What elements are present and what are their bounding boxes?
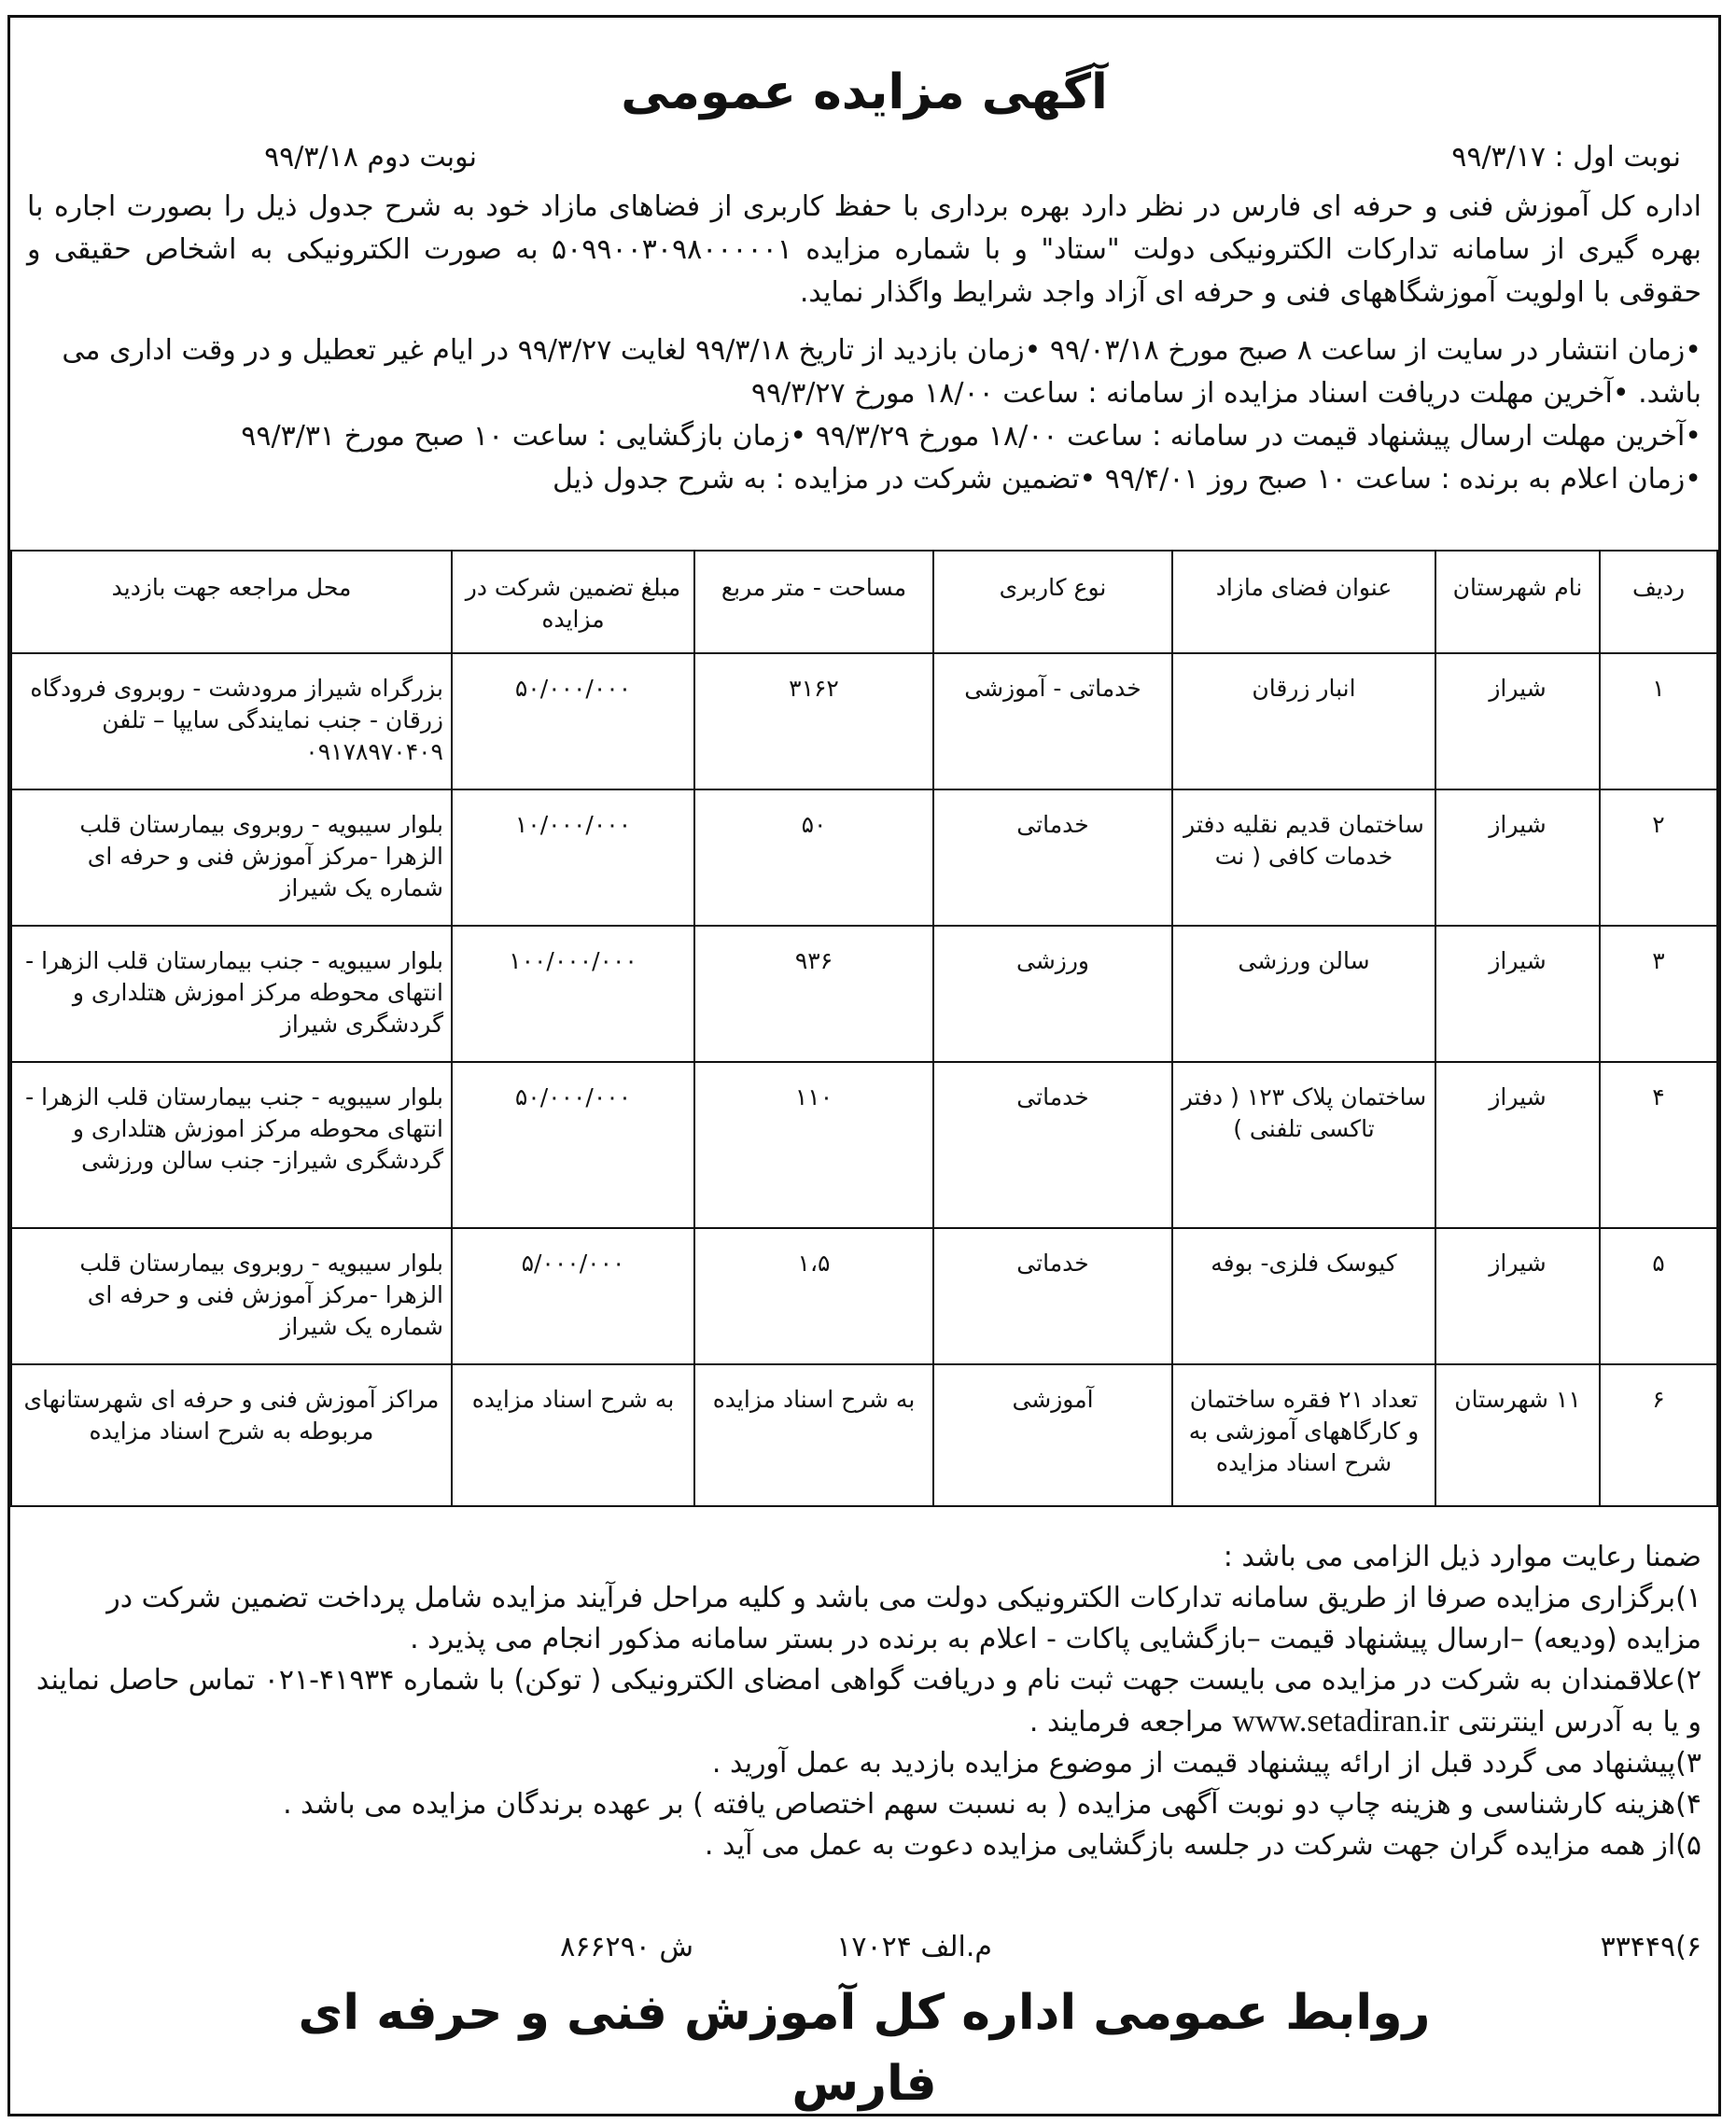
signature-block xyxy=(10,1977,1718,2119)
cell-onvan: ساختمان قدیم نقلیه دفتر خدمات کافی ( نت xyxy=(1172,789,1435,926)
cell-radif: ۴ xyxy=(1600,1062,1717,1228)
intro-text: اداره کل آموزش فنی و حرفه ای فارس در نظر دارد بهره برداری با حفظ کاربری از فضاهای مازاد خود به شرح جدول ذیل را بصورت اجاره با بهره گیری از سامانه تدارکات الکترونیکی دولت "ستاد" و با شماره مزایده ۵۰۹۹۰۰۳۰۹۸۰۰۰۰۰۱ به صورت الکترونیکی به اشخاص حقیقی و حقوقی با اولویت آموزشگاههای فنی و حرفه ای آزاد واجد شرایط واگذار نماید. xyxy=(27,190,1702,309)
table-row xyxy=(11,926,1717,1062)
rule-2 xyxy=(27,1660,1701,1743)
header-karbari: نوع کاربری xyxy=(933,551,1172,653)
cell-mahal: بلوار سیبویه - روبروی بیمارستان قلب الزهرا -مرکز آموزش فنی و حرفه ای شماره یک شیراز xyxy=(11,1228,452,1364)
cell-shahrestan: شیراز xyxy=(1435,1228,1600,1364)
cell-mahal: بزرگراه شیراز مرودشت - روبروی فرودگاه زرقان - جنب نمایندگی سایپا – تلفن ۰۹۱۷۸۹۷۰۴۰۹ xyxy=(11,653,452,789)
header-masahat: مساحت - متر مربع xyxy=(694,551,933,653)
table-header-row xyxy=(11,551,1717,653)
cell-karbari: خدماتی xyxy=(933,789,1172,926)
cell-tazmin: ۱۰/۰۰۰/۰۰۰ xyxy=(452,789,694,926)
rules-intro: ضمنا رعایت موارد ذیل الزامی می باشد : xyxy=(1223,1541,1701,1573)
setadiran-link[interactable]: www.setadiran.ir xyxy=(1232,1704,1449,1739)
header-tazmin: مبلغ تضمین شرکت در مزایده xyxy=(452,551,694,653)
cell-shahrestan: شیراز xyxy=(1435,926,1600,1062)
properties-table xyxy=(10,550,1718,1507)
schedule-bullets xyxy=(27,329,1701,501)
first-publication-date: نوبت اول : ۹۹/۳/۱۷ xyxy=(1451,141,1681,174)
bullet-line-3: •زمان اعلام به برنده : ساعت ۱۰ صبح روز ۹۹/۴/۰۱ •تضمین شرکت در مزایده : به شرح جدول ذیل xyxy=(552,463,1701,496)
cell-shahrestan: شیراز xyxy=(1435,789,1600,926)
rule-2-text: ۲)علاقمندان به شرکت در مزایده می بایست جهت ثبت نام و دریافت گواهی امضای الکترونیکی ( توکن) با شماره ۴۱۹۳۴-۰۲۱ تماس حاصل نمایند و یا به آدرس اینترنتی xyxy=(35,1664,1701,1739)
cell-karbari: خدماتی - آموزشی xyxy=(933,653,1172,789)
signature-line-2: فارس xyxy=(791,2056,937,2112)
table-row xyxy=(11,789,1717,926)
header-shahrestan: نام شهرستان xyxy=(1435,551,1600,653)
cell-radif: ۲ xyxy=(1600,789,1717,926)
notice-frame xyxy=(7,15,1721,2116)
cell-radif: ۶ xyxy=(1600,1364,1717,1506)
table-row xyxy=(11,1364,1717,1506)
cell-mahal: بلوار سیبویه - جنب بیمارستان قلب الزهرا - انتهای محوطه مرکز اموزش هتلداری و گردشگری شیراز- جنب سالن ورزشی xyxy=(11,1062,452,1228)
cell-tazmin: به شرح اسناد مزایده xyxy=(452,1364,694,1506)
intro-paragraph xyxy=(27,186,1701,314)
cell-tazmin: ۵۰/۰۰۰/۰۰۰ xyxy=(452,1062,694,1228)
cell-onvan: تعداد ۲۱ فقره ساختمان و کارگاههای آموزشی به شرح اسناد مزایده xyxy=(1172,1364,1435,1506)
cell-karbari: ورزشی xyxy=(933,926,1172,1062)
cell-karbari: خدماتی xyxy=(933,1062,1172,1228)
cell-masahat: ۹۳۶ xyxy=(694,926,933,1062)
cell-tazmin: ۵۰/۰۰۰/۰۰۰ xyxy=(452,653,694,789)
cell-onvan: کیوسک فلزی- بوفه xyxy=(1172,1228,1435,1364)
table-row xyxy=(11,653,1717,789)
table-row xyxy=(11,1062,1717,1228)
cell-tazmin: ۵/۰۰۰/۰۰۰ xyxy=(452,1228,694,1364)
cell-onvan: انبار زرقان xyxy=(1172,653,1435,789)
rule-2-text-end: مراجعه فرمایند . xyxy=(1029,1706,1224,1739)
second-publication-date: نوبت دوم ۹۹/۳/۱۸ xyxy=(264,141,477,174)
table-row xyxy=(11,1228,1717,1364)
rules-section xyxy=(27,1537,1701,1866)
cell-mahal: مراکز آموزش فنی و حرفه ای شهرستانهای مربوطه به شرح اسناد مزایده xyxy=(11,1364,452,1506)
rule-1: ۱)برگزاری مزایده صرفا از طریق سامانه تدارکات الکترونیکی دولت می باشد و کلیه مراحل فرآیند مزایده شامل پرداخت تضمین شرکت در مزایده (ودیعه) –ارسال پیشنهاد قیمت –بازگشایی پاکات - اعلام به برنده در بستر سامانه مذکور انجام می پذیرد . xyxy=(106,1582,1701,1655)
signature-line-1: روابط عمومی اداره کل آموزش فنی و حرفه ای xyxy=(298,1985,1431,2041)
cell-onvan: سالن ورزشی xyxy=(1172,926,1435,1062)
publication-codes xyxy=(21,1931,1701,1968)
cell-shahrestan: شیراز xyxy=(1435,1062,1600,1228)
cell-mahal: بلوار سیبویه - روبروی بیمارستان قلب الزهرا -مرکز آموزش فنی و حرفه ای شماره یک شیراز xyxy=(11,789,452,926)
cell-onvan: ساختمان پلاک ۱۲۳ ( دفتر تاکسی تلفنی ) xyxy=(1172,1062,1435,1228)
cell-karbari: آموزشی xyxy=(933,1364,1172,1506)
bullet-line-1: •زمان انتشار در سایت از ساعت ۸ صبح مورخ ۹۹/۰۳/۱۸ •زمان بازدید از تاریخ ۹۹/۳/۱۸ لغایت ۹۹/۳/۲۷ در ایام غیر تعطیل و در وقت اداری می باشد. •آخرین مهلت دریافت اسناد مزایده از سامانه : ساعت ۱۸/۰۰ مورخ ۹۹/۳/۲۷ xyxy=(62,334,1701,410)
notice-title: آگهی مزایده عمومی xyxy=(621,64,1108,120)
bullet-line-2: •آخرین مهلت ارسال پیشنهاد قیمت در سامانه : ساعت ۱۸/۰۰ مورخ ۹۹/۳/۲۹ •زمان بازگشایی : ساعت ۱۰ صبح مورخ ۹۹/۳/۳۱ xyxy=(241,420,1701,453)
header-radif: ردیف xyxy=(1600,551,1717,653)
cell-masahat: ۱،۵ xyxy=(694,1228,933,1364)
rule-5: ۵)از همه مزایده گران جهت شرکت در جلسه بازگشایی مزایده دعوت به عمل می آید . xyxy=(704,1829,1701,1862)
cell-masahat: به شرح اسناد مزایده xyxy=(694,1364,933,1506)
code-shin: ش ۸۶۶۲۹۰ xyxy=(560,1931,693,1963)
cell-karbari: خدماتی xyxy=(933,1228,1172,1364)
header-onvan: عنوان فضای مازاد xyxy=(1172,551,1435,653)
cell-masahat: ۱۱۰ xyxy=(694,1062,933,1228)
header-mahal: محل مراجعه جهت بازدید xyxy=(11,551,452,653)
cell-masahat: ۳۱۶۲ xyxy=(694,653,933,789)
cell-mahal: بلوار سیبویه - جنب بیمارستان قلب الزهرا - انتهای محوطه مرکز اموزش هتلداری و گردشگری شیراز xyxy=(11,926,452,1062)
cell-radif: ۱ xyxy=(1600,653,1717,789)
code-1: ۶)۳۳۴۴۹ xyxy=(1600,1931,1701,1963)
rule-4: ۴)هزینه کارشناسی و هزینه چاپ دو نوبت آگهی مزایده ( به نسبت سهم اختصاص یافته ) بر عهده برندگان مزایده می باشد . xyxy=(283,1788,1701,1821)
properties-table-wrapper xyxy=(10,550,1718,1507)
cell-masahat: ۵۰ xyxy=(694,789,933,926)
cell-tazmin: ۱۰۰/۰۰۰/۰۰۰ xyxy=(452,926,694,1062)
cell-shahrestan: ۱۱ شهرستان xyxy=(1435,1364,1600,1506)
cell-shahrestan: شیراز xyxy=(1435,653,1600,789)
rule-3: ۳)پیشنهاد می گردد قبل از ارائه پیشنهاد قیمت از موضوع مزایده بازدید به عمل آورید . xyxy=(711,1747,1701,1780)
cell-radif: ۵ xyxy=(1600,1228,1717,1364)
cell-radif: ۳ xyxy=(1600,926,1717,1062)
code-mim-alef: م.الف ۱۷۰۲۴ xyxy=(836,1931,992,1963)
